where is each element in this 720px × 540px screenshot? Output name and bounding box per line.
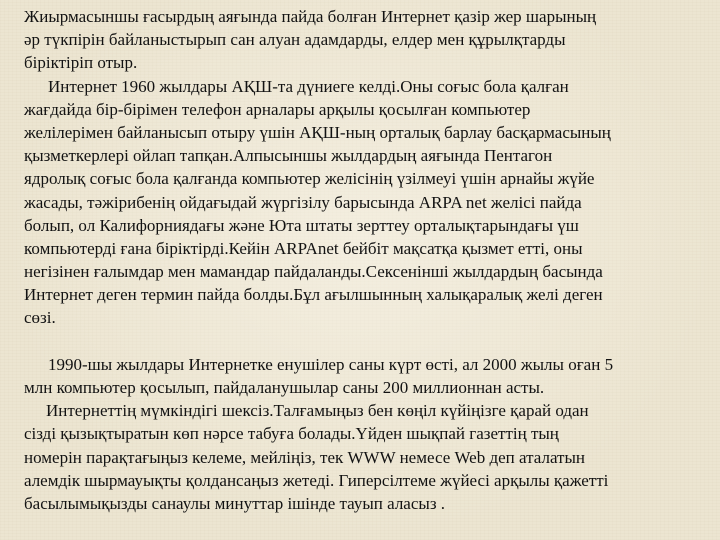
text-line: сөзі. — [24, 308, 56, 328]
text-line-first — [24, 75, 712, 98]
text-line: біріктіріп отыр. — [24, 53, 138, 73]
text-line: компьютерді ғана біріктірді.Кейін ARPAnet бейбіт мақсатқа қызмет етті, оны — [24, 238, 583, 258]
text-line: номерін парақтағыңыз келеме, мейліңіз, тек WWW немесе Web деп аталатын — [24, 447, 585, 467]
paragraph-3 — [24, 353, 712, 399]
text-line-first — [24, 399, 712, 422]
paragraph-1 — [24, 5, 712, 75]
text-line: Интернет деген термин пайда болды.Бұл ағылшынның халықаралық желі деген — [24, 285, 603, 305]
text-line: ядролық соғыс бола қалғанда компьютер желісінің үзілмеуі үшін арнайы жүйе — [24, 169, 595, 189]
text-line: 1990-шы жылдары Интернетке енушілер саны күрт өсті, ал 2000 жылы оған 5 — [48, 354, 614, 374]
text-line: болып, ол Калифорниядағы және Юта штаты зерттеу орталықтарындағы үш — [24, 215, 579, 235]
paragraph-4 — [24, 399, 712, 515]
text-line: желілерімен байланысып отыру үшін АҚШ-ның орталық барлау басқармасының — [24, 122, 611, 142]
text-line: Жиырмасыншы ғасырдың аяғында пайда болған Интернет қазір жер шарының — [24, 7, 597, 26]
text-line: млн компьютер қосылып, пайдаланушылар саны 200 миллионнан асты. — [24, 378, 545, 397]
text-line: жағдайда бір-бірімен телефон арналары арқылы қосылған компьютер — [24, 99, 531, 119]
text-line: жасады, тәжірибенің ойдағыдай жүргізілу барысында ARPA net желісі пайда — [24, 192, 582, 212]
blank-line — [24, 330, 712, 353]
text-line: сізді қызықтыратын көп нәрсе табуға болады.Үйден шықпай газеттің тың — [24, 424, 559, 444]
text-line: алемдік шырмауықты қолдансаңыз жетеді. Гиперсілтеме жүйесі арқылы қажетті — [24, 470, 609, 490]
text-line: негізінен ғалымдар мен мамандар пайдаланды.Сексенінші жылдардың басында — [24, 262, 603, 282]
text-line-first — [24, 353, 712, 376]
text-line: басылымықызды санаулы минуттар ішінде тауып аласыз . — [24, 493, 446, 513]
text-body — [24, 5, 712, 515]
paragraph-2 — [24, 75, 712, 330]
text-line: әр түкпірін байланыстырып сан алуан адамдарды, елдер мен құрылқтарды — [24, 30, 566, 50]
text-line: қызметкерлері ойлап тапқан.Алпысыншы жылдардың аяғында Пентагон — [24, 146, 553, 166]
text-line: Интернеттің мүмкіндігі шексіз.Талғамыңыз бен көңіл күйіңізге қарай одан — [46, 401, 589, 421]
text-line: Интернет 1960 жылдары АҚШ-та дүниеге келді.Оны соғыс бола қалған — [48, 76, 569, 96]
